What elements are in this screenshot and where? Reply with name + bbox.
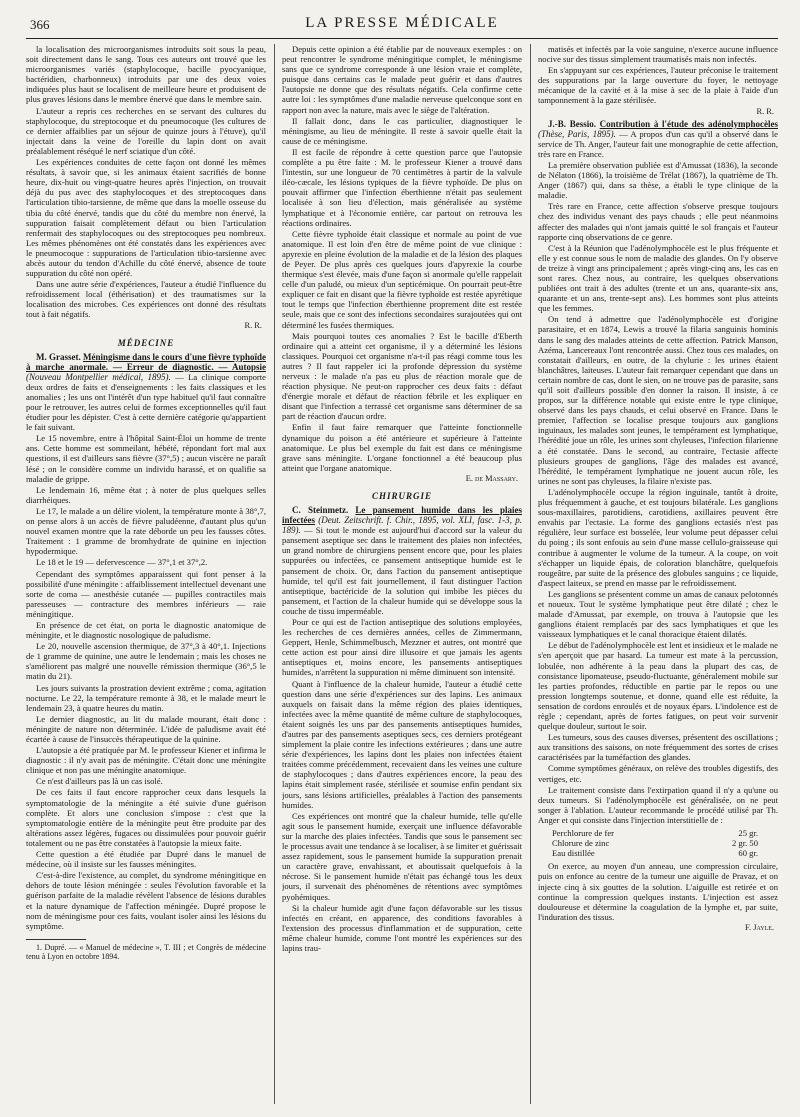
- article-author: C. Steinmetz.: [292, 504, 349, 515]
- paragraph: On exerce, au moyen d'un anneau, une compression circulaire, puis on enfonce au centre de la tumeur une aiguille de Pravaz, et on injecte cinq à six gouttes de la solution. L'aiguille est retirée et on continue la compression quelques instants. L'injection est assez douloureuse et détermine la coagulation de la lymphe et, par suite, l'induration des tissus.: [538, 861, 778, 922]
- paragraph-group: [538, 160, 778, 825]
- article-signature: E. de Massary.: [465, 473, 518, 483]
- paragraph-group: [26, 433, 266, 931]
- paragraph: Les ganglions se présentent comme un amas de canaux pelotonnés et noueux. Tout le système lymphatique peut être dilaté ; chez le malade d'Amussat, par exemple, on trouva à l'autopsie que les ganglions étaient remplacés par des sacs lymphatiques et que les vaisseaux lymphatiques et le canal thoracique étaient dilatés.: [538, 588, 778, 640]
- paragraph: C'est à la Réunion que l'adénolymphocèle est le plus fréquente et elle y est connue sous le nom de maladie des glandes. On l'y observe de treize à vingt ans principalement ; après vingt-cinq ans, les cas en sont rares. Chez nous, au contraire, les quelques observations publiées ont trait à des adultes (trente et un ans, quarante-six ans, quarante et un ans, trente-sept ans). Les hommes sont plus atteints que les femmes.: [538, 242, 778, 314]
- paragraph: Comme symptômes généraux, on relève des troubles digestifs, des vertiges, etc.: [538, 763, 778, 784]
- footnote: 1. Dupré. — « Manuel de médecine », T. III ; et Congrès de médecine tenu à Lyon en octobre 1894.: [26, 942, 266, 962]
- paragraph: matisés et infectés par la voie sanguine, n'exerce aucune influence nocive sur des tissus simplement traumatisés mais non infectés.: [538, 44, 778, 65]
- paragraph: Enfin il faut faire remarquer que l'atteinte fonctionnelle dynamique du poison a été antérieure et supérieure à l'atteinte anatomique. Le plus bel exemple du fait est dans ce méningisme grave sans méningite. L'organe fonctionnel a été beaucoup plus atteint que l'organe anatomique.: [282, 422, 522, 473]
- article-lead-paragraph: [538, 119, 778, 159]
- paragraph: Le 20, nouvelle ascension thermique, de 37°,3 à 40°,1. Injections de 1 gramme de quinine, une autre le lendemain ; mais les choses ne s'améliorent pas malgré une nouvelle rémission thermique (36°,5 le matin du 21).: [26, 641, 266, 682]
- column-1: [26, 44, 266, 1104]
- journal-title: LA PRESSE MÉDICALE: [305, 15, 499, 31]
- formula-ingredient: Chlorure de zinc: [552, 838, 610, 849]
- paragraph: Cette fièvre typhoïde était classique et normale au point de vue anatomique. Il est loin d'en être de même point de vue clinique : apyrexie en pleine évolution de la maladie et de la lésion des plaques de Peyer. De plus après ces quelques jours d'apyrexie la courbe thermique s'est élevée, mais d'une façon si anormale qu'elle rappelait celle d'un paludé, ou mieux d'un septicémique. On pourrait peut-être expliquer ce fait en disant que la fièvre typhoïde est restée apyrétique tout le temps que l'infection éberthienne proprement dite est restée seule, mais que ce sont des infections secondaires surajoutées qui ont déterminé les fusées thermiques.: [282, 228, 522, 330]
- column-divider: [530, 44, 531, 1104]
- paragraph: Très rare en France, cette affection s'observe presque toujours chez des individus venant des pays chauds ; elle peut néanmoins affecter des malades qui n'ont jamais quitté le sol français et l'auteur rapporte cinq observations de ce genre.: [538, 201, 778, 242]
- paragraph: En présence de cet état, on porta le diagnostic anatomique de méningite, et le diagnostic nosologique de paludisme.: [26, 619, 266, 641]
- formula-ingredient: Eau distillée: [552, 848, 595, 859]
- paragraph-group: [282, 44, 522, 473]
- article-lead-text: — La clinique comporte deux ordres de faits et d'enseignements : les faits classiques et les anomalies ; les uns ont l'intérêt d'un type habituel qu'il faut connaître pour le retrouver, les autres celui de formes exceptionnelles qu'il faut étudier pour les dépister. C'est à cette dernière catégorie qu'appartient le fait suivant.: [26, 371, 266, 433]
- paragraph: Pour ce qui est de l'action antiseptique des solutions employées, les recherches de ces dernières années, celles de Zimmermann, Geppert, Henle, Schimmelbusch, Mezzner et autres, ont montré que cette action est pour ainsi dire illusoire et que jamais les agents antiseptiques et, moins encore, les pansements antiseptiques humides, n'arrêtent la suppuration ni même diminuent son intensité.: [282, 616, 522, 678]
- article-signature: R. R.: [756, 106, 774, 116]
- formula-ingredient: Perchlorure de fer: [552, 828, 615, 839]
- paragraph: Les tumeurs, sous des causes diverses, présentent des oscillations ; aux transitions des saisons, on note fréquemment des sortes de crises caractérisées par la tuméfaction des glandes.: [538, 732, 778, 763]
- paragraph: L'adénolymphocèle occupe la région inguinale, tantôt à droite, plus fréquemment à gauche, et est toujours bilatérale. Les ganglions sous-maxillaires, parotidiens, carotidiens, axillaires peuvent être envahis par l'ectasie. La forme des ganglions ectasiés n'est pas régulière, leur surface est bosselée, leur volume peut dépasser celui du poing ; ils sont enfouis au sein d'une masse cellulo-graisseuse qui contribue à augmenter le volume de la tumeur. A la coupe, on voit s'échapper un liquide épais, de coloration blanchâtre, quelquefois rougeâtre, par suite de la présence des globules sanguins ; ce liquide, d'aspect laiteux, se prend en masse par le refroidissement.: [538, 486, 778, 588]
- article-title: Le pansement humide dans les plaies infectées: [282, 504, 522, 526]
- paragraph: Le dernier diagnostic, au lit du malade mourant, était donc : méningite de nature non déterminée. L'idée de paludisme avait été écartée à cause de l'insuccès thérapeutique de la quinine.: [26, 713, 266, 744]
- paragraph: Si la chaleur humide agit d'une façon défavorable sur les tissus infectés en créant, en apparence, des conditions favorables à l'extension des processus d'inflammation et de suppuration, cette même chaleur humide, comme l'ont montré les expériences sur des lapins trau-: [282, 902, 522, 953]
- article-signature: F. Jayle.: [745, 922, 774, 932]
- paragraph: L'auteur a repris ces recherches en se servant des cultures du staphylocoque, du streptocoque et du pneumocoque (les cultures de ce dernier affaiblies par un séjour de quinze jours à l'étuve), qu'il injectait dans la veine de l'oreille du lapin dont on avait préalablement réséqué le nerf sciatique d'un côté.: [26, 105, 266, 156]
- paragraph: Le 15 novembre, entre à l'hôpital Saint-Éloi un homme de trente ans. Cette homme est sommeilant, hébété, répondant fort mal aux questions, il est d'ailleurs sans fièvre (37°,5) ; aucun viscère ne paraît lésé ; on le considère comme un individu harassé, et on qualifie sa maladie de grippe.: [26, 433, 266, 484]
- formula-row: [552, 838, 778, 848]
- paragraph: la localisation des microorganismes introduits soit sous la peau, soit directement dans le sang. Tous ces auteurs ont trouvé que les microorganismes variés (staphylocoque, bacille pyocyanique, bactéridien, charbonneux) introduits par une des deux voies indiquées plus haut se localisent de meilleure heure et produisent de plus graves lésions dans le membre énervé que dans le membre sain.: [26, 44, 266, 105]
- article-reference: (Deut. Zeitschrift. f. Chir., 1895, vol. XLI, fasc. 1-3, p. 189).: [282, 515, 522, 536]
- paragraph: Quant à l'influence de la chaleur humide, l'auteur a étudié cette question dans une série d'expériences sur des lapins. Les animaux auxquels on faisait dans la même région des plaies identiques, infectées avec la même quantité de même culture de staphylocoques, étaient soignés les uns par des pansements antiseptiques humides, d'autres par des pansements aseptiques secs, ces derniers protégeant simplement la plaie contre les infections extérieures ; dans une autre série d'expériences, les lapins dont les plaies non infectées étaient traitées comme précédemment, recevaient dans les veines une culture de staphylocoques ; dans d'autres expériences encore, la peau des lapins était simplement rasée, stérilisée et soumise enfin pendant six jours, sans lésions artificielles, préalables à l'action des pansements humides.: [282, 678, 522, 810]
- paragraph: Les expériences conduites de cette façon ont donné les mêmes résultats, à savoir que, si les animaux étaient sacrifiés de bonne heure, dix-huit ou vingt-quatre heures après l'injection, on trouvait déjà du pus avec des staphylocoques et des streptocoques dans l'articulation tibio-tarsienne, de même que dans la moelle osseuse du tibia du côté énervé, tandis que du côté du membre non énervé, la suppuration faisait complètement défaut ou bien l'articulation renfermait des staphylocoques ou des streptocoques peu nombreux. Les mêmes phénomènes ont été constatés dans les expériences avec le pneumocoque : suppurations de l'articulation tibio-tarsienne avec abcès autour du tendon d'Achille du côté énervé, absence de toute suppuration du côté non opéré.: [26, 157, 266, 279]
- article-lead-text: — Si tout le monde est aujourd'hui d'accord sur la valeur du pansement aseptique sec dans le traitement des plaies non infectées, un grand nombre de chirurgiens pensent encore que, pour les plaies suppurées ou infectées, ce pansement antiseptique humide est le pansement de choix. Or, dans l'action du pansement antiseptique humide, tel qu'il est fait journellement, il faut distinguer l'action antiseptique, bactéricide de la solution qui imbibe les pièces du pansement, et l'action de la chaleur humide qui se développe sous la couche de tissu imperméable.: [282, 525, 522, 616]
- paragraph: En s'appuyant sur ces expériences, l'auteur préconise le traitement des suppurations par la large ouverture du foyer, le nettoyage mécanique de la cavité et à la mise à sec de la plaie à l'aide d'un tamponnement à la gaze stérilisée.: [538, 65, 778, 106]
- formula-quantity: 2 gr. 50: [731, 838, 758, 849]
- paragraph: Il est facile de répondre à cette question parce que l'autopsie complète a pu être faite : M. le professeur Kiener a trouvé dans l'intestin, sur une longueur de 70 centimètres à partir de la valvule iléo-cæcale, les lésions typiques de la fièvre typhoïde. De plus on pouvait affirmer que l'infection éberthienne n'était pas seulement localisée à son lieu d'élection, mais généralisée au système lymphatique et à l'économie entière, car partout on retrouva les réactions ordinaires.: [282, 146, 522, 228]
- paragraph-group: [26, 44, 266, 320]
- article-author: M. Grasset.: [36, 351, 81, 362]
- paragraph: Cependant des symptômes apparaissent qui font penser à la possibilité d'une méningite : affaiblissement intellectuel devenant une sorte de coma — anesthésie cutanée — pupilles contractiles mais paresseuses — contracture des membres inférieurs — raie méningitique.: [26, 568, 266, 619]
- article-lead-text: — A propos d'un cas qu'il a observé dans le service de Th. Anger, l'auteur fait une monographie de cette affection, très rare en France.: [538, 128, 778, 159]
- paragraph: Dans une autre série d'expériences, l'auteur a étudié l'influence du refroidissement local (éthérisation) et des traumatismes sur la localisation des microbes. Ces expériences ont donné des résultats tout à fait négatifs.: [26, 279, 266, 320]
- paragraph: On tend à admettre que l'adénolymphocèle est d'origine parasitaire, et en 1874, Lewis a trouvé la filaria sanguinis hominis dans le sang des malades atteints de cette affection. Patrick Manson, Azéma, Lancereaux l'ont rencontrée aussi. Chez tous ces malades, on constatait d'ailleurs, en outre, de la chylurie : les urines étaient blanchâtres, laiteuses. L'auteur fait remarquer cependant que dans un certain nombre de cas, dont le sien, on ne trouve pas de parasite, sans qu'il soit d'ailleurs possible d'en donner la raison. Il insiste, à ce propos, sur la différence notable qui existe entre le type clinique, observé dans les pays chauds, et celui observé en France. Dans le premier, l'affection se localise presque toujours aux ganglions inguinaux, les malades sont jeunes, le tempérament est lymphatique, l'hérédité joue un rôle, les urines sont chyleuses, l'infection filarienne a été constatée. Dans le second, au contraire, l'ectasie affecte plusieurs groupes de ganglions, l'âge des malades est avancé, l'hérédité, le tempérament lymphatique ne jouent aucun rôle, les urines ne sont pas chyleuses, la filaire n'existe pas.: [538, 314, 778, 486]
- article-title: Méningisme dans le cours d'une fièvre typhoïde à marche anormale. — Erreur de diagnostic. — Autopsie: [26, 351, 266, 372]
- article-author: J.-B. Bessio.: [548, 118, 596, 129]
- page-number: 366: [30, 17, 50, 32]
- formula-row: [552, 828, 778, 838]
- paragraph: Le traitement consiste dans l'extirpation quand il n'y a qu'une ou deux tumeurs. Si l'adénolymphocèle est généralisée, on ne peut songer à l'ablation. L'auteur recommande le procédé utilisé par Th. Anger et qui consiste dans l'injection interstitielle de :: [538, 784, 778, 825]
- text-columns: [26, 44, 778, 1104]
- paragraph: Le lendemain 16, même état ; à noter de plus quelques selles diarrhéiques.: [26, 484, 266, 505]
- paragraph: La première observation publiée est d'Amussat (1836), la seconde de Nélaton (1866), la troisième de Trélat (1867), la quatrième de Th. Anger (1867) qui, dans sa thèse, a établi le type clinique de la maladie.: [538, 159, 778, 201]
- formula-quantity: 25 gr.: [738, 828, 758, 839]
- paragraph-group: [538, 44, 778, 106]
- formula-table: [552, 828, 778, 858]
- journal-page: [26, 12, 778, 1109]
- paragraph: Le 17, le malade a un délire violent, la température monte à 38°,7, on pense alors à un accès de fièvre paludéenne, d'autant plus qu'un nouvel examen montre que la rate déborde un peu les fausses côtes. Traitement : 1 gramme de bromhydrate de quinine en injection hypodermique.: [26, 505, 266, 557]
- paragraph: Le 18 et le 19 — defervescence — 37°,1 et 37°,2.: [36, 557, 208, 568]
- article-signature: R. R.: [244, 320, 262, 330]
- formula-quantity: 60 gr.: [738, 848, 758, 859]
- article-lead-paragraph: [26, 352, 266, 433]
- paragraph: Ces expériences ont montré que la chaleur humide, telle qu'elle agit sous le pansement humide, exerçait une influence défavorable sur la marche des plaies infectées. Tandis que sous le pansement sec le processus avait une tendance à se localiser, à se limiter et guérissait assez rapidement, sous le pansement humide la suppuration prenait un caractère grave, envahissant, et aboutissait quelquefois à la nécrose. Si le pansement humide n'était pas échangé tous les deux jours, il survenait des phénomènes de rétentions avec symptômes pyohémiques.: [282, 810, 522, 902]
- paragraph: Ce n'est d'ailleurs pas là un cas isolé.: [36, 776, 163, 787]
- paragraph: C'est-à-dire l'existence, au complet, du syndrome méningitique en dehors de toute lésion méningée : seules l'évolution favorable et la guérison parfaite de la maladie révèlent l'absence de lésions durables et la nature dynamique de l'affection méningée. Dupré propose le nom de méningisme pour ces faits, voulant isoler ainsi les lésions du symptôme.: [26, 870, 266, 931]
- paragraph: L'autopsie a été pratiquée par M. le professeur Kiener et infirma le diagnostic : il n'y avait pas de méningite. C'était donc une méningite clinique et non pas une méningite anatomique.: [26, 745, 266, 776]
- column-divider: [274, 44, 275, 1104]
- paragraph-group: [282, 617, 522, 953]
- page-header: [26, 12, 778, 39]
- paragraph: Depuis cette opinion a été établie par de nouveaux exemples : on peut rencontrer le syndrome méningitique complet, le méningisme sans que ce syndrome corresponde à une lésion vraie et complète, puisque dans certains cas le malade peut guérir et dans d'autres l'autopsie ne donne que des résultats négatifs. Cela confirme cette autre loi : les symptômes d'une maladie nerveuse quelconque sont en rapport non avec la nature, mais avec le siège de l'altération.: [282, 44, 522, 115]
- section-title-chirurgie: CHIRURGIE: [371, 490, 433, 501]
- column-3: [538, 44, 778, 1104]
- section-title-medecine: MÉDECINE: [117, 337, 175, 348]
- paragraph: Le début de l'adénolymphocèle est lent et insidieux et le malade ne s'en aperçoit que par hasard. La tumeur est mate à la percussion, lobulée, non adhérente à la peau dans la plupart des cas, de consistance lipomateuse, pseudo-fluctuante, généralement mobile sur les parties profondes, réductible en partie par le repos ou une pression longtemps soutenue, et donne, quand elle est réduite, la sensation de cordons enroulés et de noyaux épars. L'indolence est de règle ; cependant, après de fortes fatigues, on peut voir survenir quelque douleur, surtout le soir.: [538, 640, 778, 732]
- paragraph: Mais pourquoi toutes ces anomalies ? Est le bacille d'Eberth ordinaire qui a atteint cet organisme, il y a déterminé les lésions classiques. Pourquoi cet organisme n'a-t-il pas réagi comme tous les autres ? Il faut rappeler ici la profonde dépression du système nerveux : le malade n'a pas eu plus de réaction morale que de réaction physique. Ne peut-on rapprocher ces deux faits : défaut d'énergie morale et défaut de réaction fébrile et les expliquer en disant que l'infection a terrassé cet organisme sans déterminer de sa part de réaction d'aucun ordre.: [282, 330, 522, 422]
- paragraph: De ces faits il faut encore rapprocher ceux dans lesquels la symptomatologie de la méningite a été suivie d'une guérison complète. Et alors une conclusion s'impose : c'est que la symptomatologie entière de la méningite peut être produite par des altérations assez légères, fugaces ou dissimulées pour pouvoir guérir totalement ou ne pas être constatées à l'autopsie la mieux faite.: [26, 787, 266, 848]
- article-reference: (Thèse, Paris, 1895).: [538, 128, 616, 139]
- article-title: Contribution à l'étude des adénolymphocèles: [599, 118, 778, 129]
- footnote-divider: [26, 939, 86, 940]
- article-lead-paragraph: [282, 505, 522, 616]
- column-2: [282, 44, 522, 1104]
- paragraph: Cette question a été étudiée par Dupré dans le manuel de médecine, où il insiste sur les fausses méningites.: [26, 849, 266, 870]
- paragraph-group: [538, 861, 778, 922]
- paragraph: Il fallait donc, dans le cas particulier, diagnostiquer le méningisme, au lieu de méningite. Il reste à savoir quelle était la cause de ce méningisme.: [282, 115, 522, 146]
- formula-row: [552, 848, 778, 858]
- article-reference: (Nouveau Montpellier médical, 1895).: [26, 371, 171, 382]
- paragraph: Les jours suivants la prostration devient extrême ; coma, agitation nocturne. Le 22, la température remonte à 38, et le malade meurt le lendemain 23, à quatre heures du matin.: [26, 682, 266, 713]
